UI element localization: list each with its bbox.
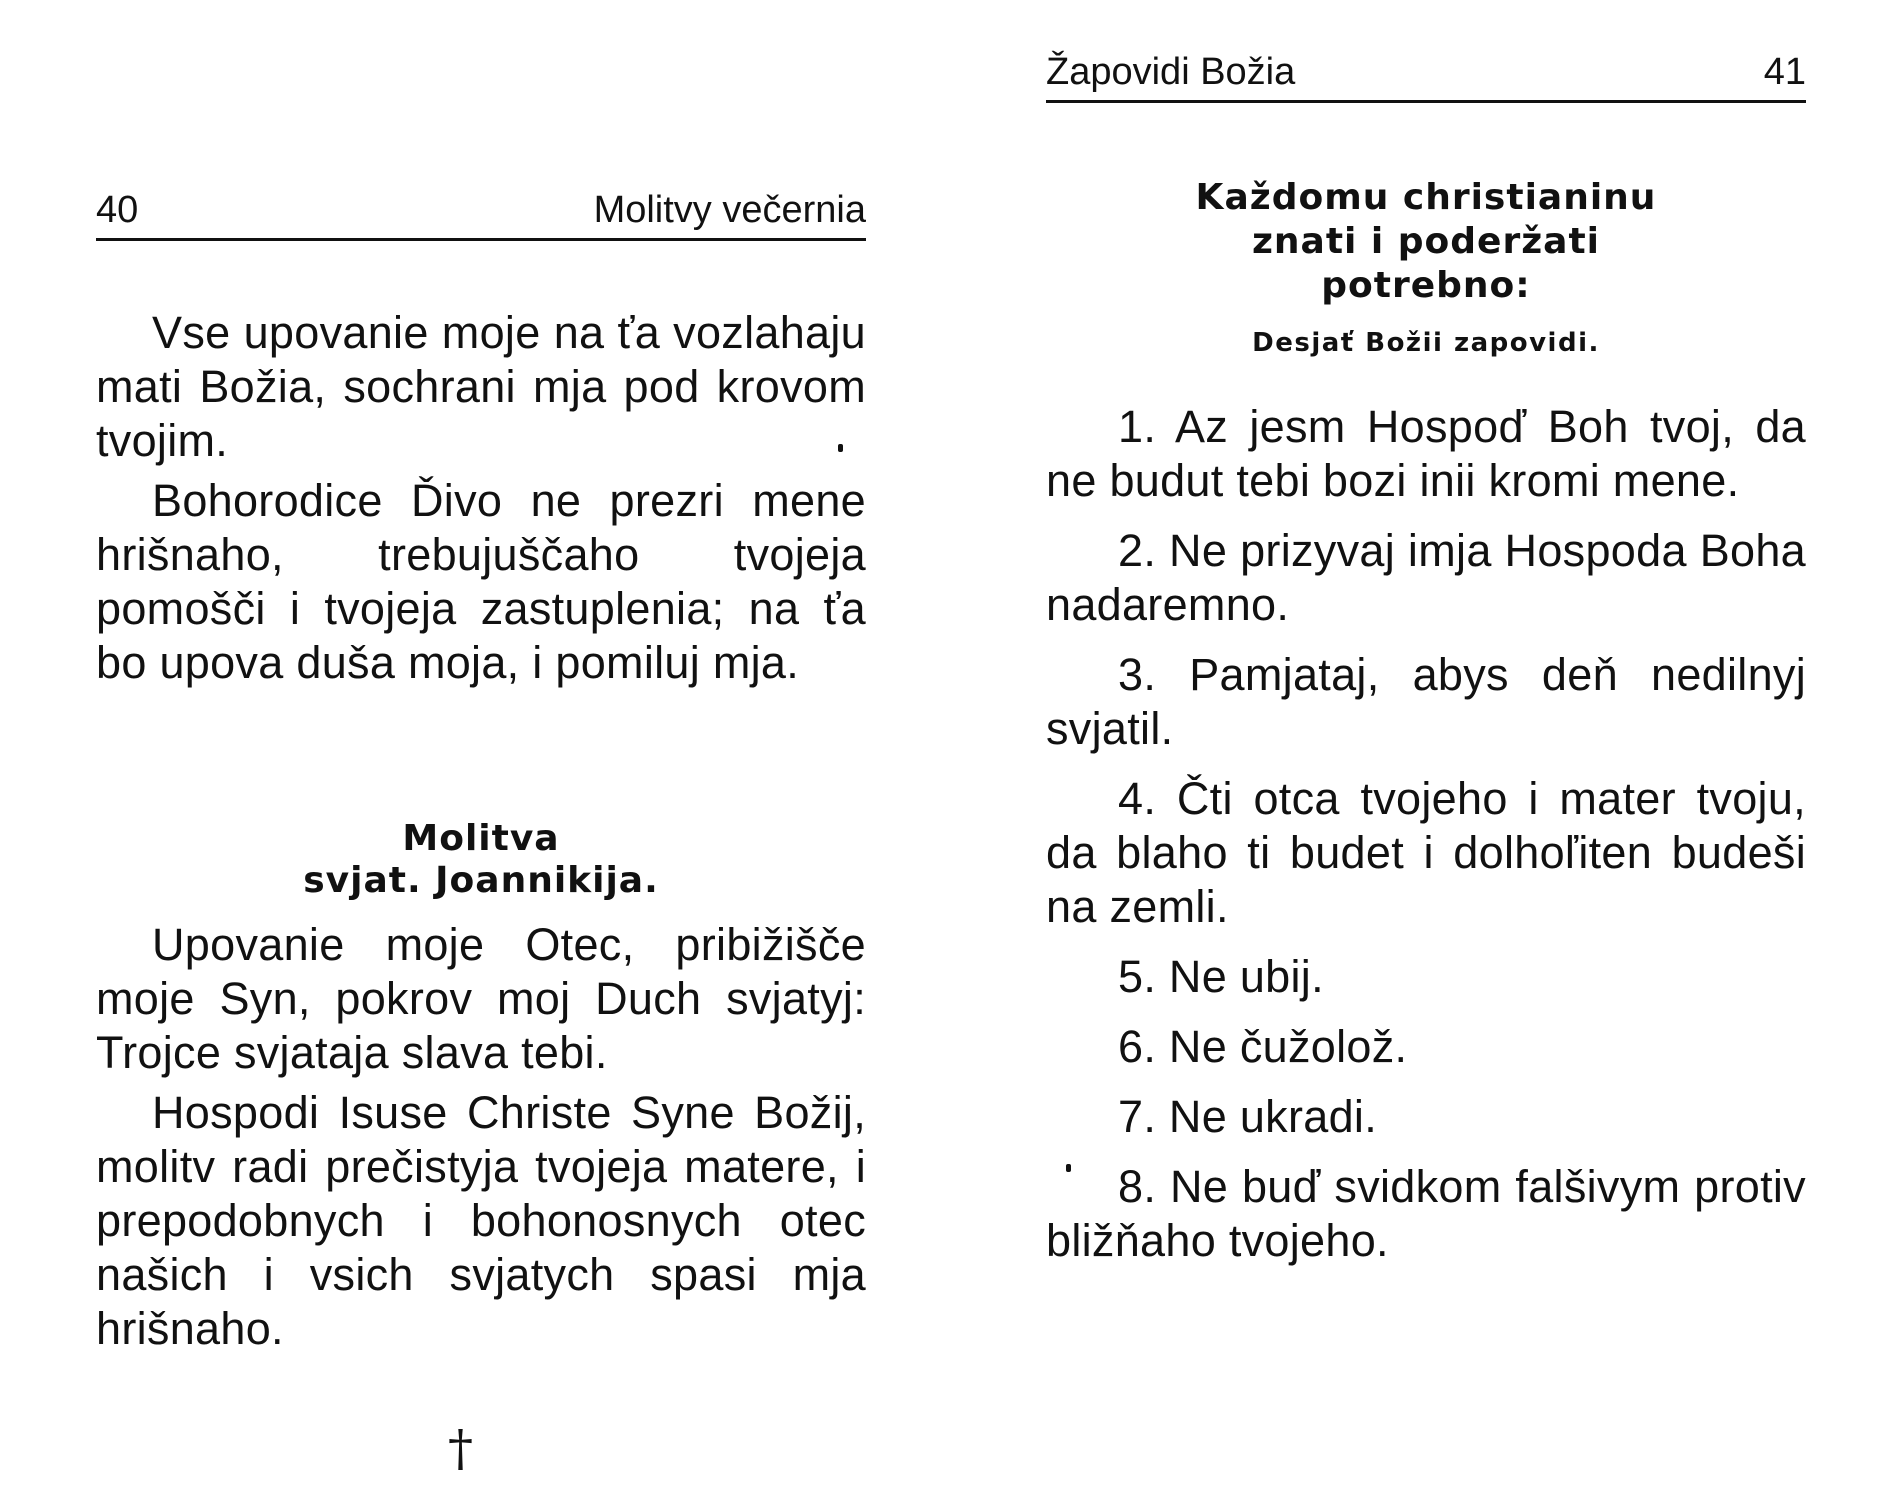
paragraph: Vse upovanie moje na ťa vozlahaju mati Božia, sochrani mja pod krovom tvojim. (96, 307, 866, 466)
right-running-title: Žapovidi Božia (1046, 51, 1296, 93)
left-running-title: Molitvy večernia (593, 189, 866, 231)
heading-line: znati i poderžati (1251, 221, 1601, 262)
commandments-list (1046, 400, 1806, 1268)
commandment-item: 6. Ne čužolož. (1118, 1021, 1408, 1072)
commandment-item: 8. Ne buď svidkom falšivym protiv bližňaho tvojeho. (1046, 1161, 1806, 1266)
left-text-block-top (96, 306, 866, 690)
cross-end-mark: † (448, 1419, 473, 1477)
section-heading-line: svjat. Joannikija. (303, 860, 659, 901)
commandment-item: 1. Az jesm Hospoď Boh tvoj, da ne budut tebi bozi inii kromi mene. (1046, 401, 1806, 506)
heading-line: potrebno: (1321, 265, 1531, 306)
paragraph: Bohorodice Ďivo ne prezri mene hrišnaho, trebujuščaho tvojeja pomošči i tvojeja zastuplenia; na ťa bo upova duša moja, i pomiluj mja. (96, 475, 866, 688)
commandments-subheading: Desjať Božii zapovidi. (1252, 328, 1600, 358)
commandment-item: 5. Ne ubij. (1118, 951, 1324, 1002)
left-running-header (96, 190, 866, 241)
section-heading (96, 818, 866, 902)
commandment-item: 3. Pamjataj, abys deň nedilnyj svjatil. (1046, 649, 1806, 754)
heading-line: Každomu christianinu (1195, 177, 1657, 218)
right-page-number: 41 (1763, 51, 1806, 93)
commandment-item: 2. Ne prizyvaj imja Hospoda Boha nadaremno. (1046, 525, 1806, 630)
commandment-item: 7. Ne ukradi. (1118, 1091, 1378, 1142)
commandments-heading (1046, 176, 1806, 308)
section-heading-line: Molitva (402, 818, 560, 859)
print-speck (1066, 1164, 1071, 1172)
paragraph: Upovanie moje Otec, pribižišče moje Syn, pokrov moj Duch svjatyj: Trojce svjataja slava tebi. (96, 919, 866, 1078)
left-text-block-bottom (96, 918, 866, 1356)
paragraph: Hospodi Isuse Christe Syne Božij, molitv radi prečistyja tvojeja matere, i prepodobnych i bohonosnych otec našich i vsich svjatych spasi mja hrišnaho. (96, 1087, 866, 1354)
print-speck (838, 444, 843, 452)
left-page-number: 40 (96, 189, 139, 231)
left-page (96, 0, 866, 1500)
right-page (1046, 0, 1806, 1500)
right-running-header (1046, 52, 1806, 103)
commandment-item: 4. Čti otca tvojeho i mater tvoju, da blaho ti budet i dolhoľiten budeši na zemli. (1046, 773, 1806, 932)
